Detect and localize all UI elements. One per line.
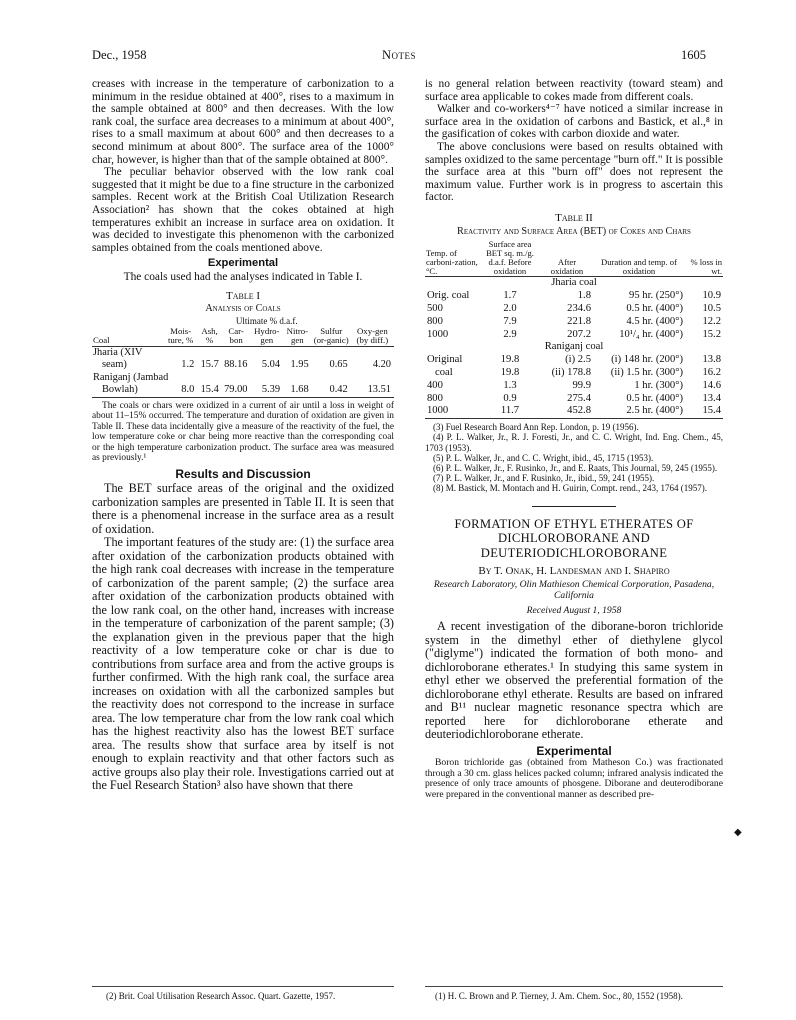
group-label: Jharia coal — [551, 277, 597, 289]
cell: 800 — [427, 315, 443, 327]
cell: 4.20 — [372, 359, 391, 371]
cell: (i) 2.5 — [565, 354, 591, 366]
cell: 1.68 — [290, 384, 309, 396]
group-label: Raniganj coal — [544, 341, 604, 353]
paragraph: The peculiar behavior observed with the low rank coal suggested that it might be due to a fine structure in the carbonized samples. Recent work at the British Coal Utilization Research Association² has shown that the cokes obtained at high temperatures exhibit an increase in surface area on oxidation. It was decided to investigate this phenomenon with the carbonized samples obtained from the coals mentioned above. — [92, 166, 394, 254]
cell — [222, 346, 251, 359]
cell: 13.51 — [367, 384, 391, 396]
cell: 4.5 hr. (400°) — [626, 315, 683, 327]
cell: 15.7 — [200, 359, 219, 371]
coal-name: Bowlah) — [102, 384, 138, 396]
cell: 13.8 — [702, 354, 721, 366]
cell: 1.8 — [577, 290, 591, 302]
reference: (6) P. L. Walker, Jr., F. Rusinko, Jr., and E. Raats, This Journal, 59, 245 (1955). — [433, 462, 718, 473]
reference: (3) Fuel Research Board Ann Rep. London, p. 19 (1956). — [433, 422, 639, 433]
cell: 5.04 — [261, 359, 281, 371]
cell: 1.95 — [290, 359, 309, 371]
ultimate-label: Ultimate % d.a.f. — [235, 316, 298, 327]
cell: 275.4 — [567, 392, 591, 404]
cell: 13.4 — [702, 392, 721, 404]
column-header: Coal — [93, 335, 110, 346]
experimental-heading: Experimental — [207, 257, 279, 270]
right-column — [425, 78, 723, 801]
column-header: Temp. of carboni-zation, °C. — [426, 247, 478, 277]
results-heading: Results and Discussion — [175, 467, 311, 482]
table-row — [425, 380, 723, 393]
table-row — [425, 290, 723, 303]
cell: (ii) 1.5 hr. (300°) — [610, 366, 683, 378]
cell: 2.9 — [503, 328, 517, 340]
cell: 19.8 — [500, 354, 520, 366]
table-row — [425, 354, 723, 367]
table-row — [92, 346, 394, 359]
cell: 800 — [427, 392, 443, 404]
paragraph: is no general relation between reactivity (toward steam) and surface area applicable to cokes made from different coals. — [425, 78, 723, 103]
reference: (7) P. L. Walker, Jr., and F. Rusinko, Jr., ibid., 59, 241 (1955). — [433, 473, 655, 484]
cell: 10.5 — [702, 302, 721, 314]
cell: Orig. coal — [427, 290, 470, 302]
cell: 0.5 hr. (400°) — [626, 302, 683, 314]
cell: 15.4 — [685, 405, 723, 418]
cell: 0.42 — [329, 384, 348, 396]
table-row — [92, 359, 394, 372]
table-row — [425, 329, 723, 342]
footnote-rule — [425, 986, 723, 987]
cell — [283, 346, 312, 359]
cell: 5.39 — [261, 384, 281, 396]
table-row — [425, 367, 723, 380]
cell — [312, 346, 351, 359]
paragraph: Walker and co-workers⁴⁻⁷ have noticed a similar increase in surface area in the oxidation of carbons and Bastick, et al.,⁸ in the gasification of cokes with carbon dioxide and water. — [425, 103, 723, 141]
cell: 10.9 — [702, 290, 721, 302]
cell: 207.2 — [567, 328, 591, 340]
section-divider — [532, 506, 616, 507]
left-column — [92, 78, 394, 793]
page-number: 1605 — [681, 48, 706, 62]
table1-title: Table I — [225, 289, 261, 302]
cell: 234.6 — [567, 302, 591, 314]
table1-caption: Analysis of Coals — [205, 303, 281, 315]
table-row — [425, 316, 723, 329]
cell: 15.4 — [200, 384, 219, 396]
column-header: Mois-ture, % — [167, 325, 194, 346]
reference-list — [425, 422, 723, 493]
paragraph: The coals used had the analyses indicated in Table I. — [123, 270, 363, 283]
issue-date: Dec., 1958 — [92, 48, 147, 62]
cell: 1.2 — [181, 359, 195, 371]
cell: 1.7 — [503, 290, 517, 302]
cell: 452.8 — [541, 405, 593, 418]
section-title: Notes — [381, 48, 417, 62]
cell: (ii) 178.8 — [551, 366, 591, 378]
paragraph: A recent investigation of the diborane-boron trichloride system in the dimethyl ether of diethylene glycol ("diglyme") indicated the formation of both mono- and dichloroborane etherates.¹ In studying this same system in ethyl ether we observed the preferential formation of the dichloroborane ethyl etherate. Results are based on infrared and B¹¹ nuclear magnetic resonance spectra which are reported here for dichloroborane etherate and deuteriodichloroborane etherate. — [425, 619, 723, 742]
cell — [164, 346, 197, 359]
cell: 14.6 — [702, 379, 721, 391]
cell: 0.65 — [329, 359, 348, 371]
coal-name: Raniganj (Jambad — [93, 371, 169, 383]
column-header: After oxidation — [550, 256, 584, 277]
paragraph: The important features of the study are: (1) the surface area after oxidation of the carbonization products obtained with the high rank coal decreases with increase in the temperature of carbonization of the parent sample; (2) the surface area after oxidation of the carbonization products obtained with the low rank coal, on the other hand, increases with increase in the temperature of carbonization of the parent sample; (3) the explanation given in the previous paper that the high reactivity of a low temperature coke or char is due to contributions from surface area and from the active groups is further confirmed. With the high rank coal, the surface area increases on oxidation with all the carbonized samples but the reactivity does not correspond to the increase in surface area. The low temperature char from the low rank coal which has the highest reactivity also has the lowest BET surface area. The results show that surface area by itself is not enough to explain reactivity and that other factors such as active groups also play their role. Investigations carried out at the Fuel Research Station³ also have shown that there — [92, 535, 394, 792]
cell: 12.2 — [702, 315, 721, 327]
table2-caption: Reactivity and Surface Area (BET) of Cokes and Chars — [457, 225, 691, 237]
cell: 2.0 — [503, 302, 517, 314]
margin-mark-icon: ◆ — [734, 827, 742, 838]
cell: coal — [435, 366, 453, 378]
table-row — [425, 303, 723, 316]
cell: 99.9 — [572, 379, 591, 391]
column-header: Surface area BET sq. m./g. d.a.f. Before oxidation — [486, 238, 534, 277]
cell: 88.16 — [224, 359, 248, 371]
table-row — [92, 384, 394, 397]
column-header: Oxy-gen (by diff.) — [356, 325, 389, 346]
cell: 16.2 — [702, 366, 721, 378]
cell: 500 — [427, 302, 443, 314]
cell — [351, 346, 394, 359]
page-header — [92, 48, 706, 64]
column-header: Car-bon — [228, 325, 244, 346]
column-header: Nitro-gen — [286, 325, 309, 346]
table-row — [92, 372, 394, 385]
paragraph: Boron trichloride gas (obtained from Matheson Co.) was fractionated through a 30 cm. glass helices packed column; infrared analysis indicated the presence of only trace amounts of phosgene. Diborane and deuterodiborane were prepared in the conventional manner as described pre- — [425, 757, 723, 800]
paragraph: The above conclusions were based on results obtained with samples oxidized to the same percentage "burn off." It is possible the surface area at this "burn off" does not represent the maximum value. Further work is in progress to ascertain this factor. — [425, 140, 723, 204]
column-header: Sulfur (or-ganic) — [313, 325, 349, 346]
table1-note: The coals or chars were oxidized in a current of air until a loss in weight of about 11–15% occurred. The temperature and duration of oxidation are given in Table II. These data incidentally give a measure of the reactivity of the fuel, the low temperature coke or char being more reactive than the corresponding coal or the high temperature carbonization product. The surface area was measured as previously.¹ — [92, 400, 394, 463]
cell: Original — [427, 354, 463, 366]
column-header: Hydro-gen — [254, 325, 280, 346]
table1 — [92, 317, 394, 398]
coal-name: seam) — [102, 359, 127, 371]
cell: 0.5 hr. (400°) — [626, 392, 683, 404]
cell: 79.00 — [224, 384, 248, 396]
cell: 2.5 hr. (400°) — [593, 405, 685, 418]
received-date: Received August 1, 1958 — [526, 604, 622, 616]
column-header: Ash, % — [201, 325, 218, 346]
cell: 8.0 — [181, 384, 195, 396]
cell: 95 hr. (250°) — [629, 290, 683, 302]
reference: (5) P. L. Walker, Jr., and C. C. Wright, ibid., 45, 1715 (1953). — [433, 452, 654, 463]
cell: 7.9 — [503, 315, 517, 327]
cell: 0.9 — [503, 392, 517, 404]
column-header: % loss in wt. — [690, 256, 722, 277]
byline: By T. Onak, H. Landesman and I. Shapiro — [478, 565, 670, 578]
cell — [251, 346, 284, 359]
paragraph: creases with increase in the temperature of carbonization to a minimum in the residue obtained at 400°, rises to a maximum in the sample obtained at 800° and then decreases. With the low rank coal, the surface area decreases to a minimum at about 400°, rises to a small maximum at about 600° and then decreases to a second minimum at about 800°. The surface area of the 1000° char, however, is higher than that of the sample obtained at 800°. — [92, 78, 394, 166]
paragraph: The BET surface areas of the original and the oxidized carbonization samples are presented in Table II. It is seen that there is a phenomenal increase in the surface area as a result of oxidation. — [92, 481, 394, 536]
cell: (i) 148 hr. (200°) — [611, 354, 683, 366]
table-row — [425, 405, 723, 418]
coal-name: Jharia (XIV — [93, 346, 143, 358]
cell — [197, 346, 222, 359]
cell: 1.3 — [503, 379, 517, 391]
cell: 15.2 — [702, 328, 721, 340]
affiliation: Research Laboratory, Olin Mathieson Chemical Corporation, Pasadena, California — [433, 578, 715, 601]
cell: 400 — [427, 379, 443, 391]
reference: (4) P. L. Walker, Jr., R. J. Foresti, Jr., and C. C. Wright, Ind. Eng. Chem., 45, 1703 (1953). — [425, 432, 723, 453]
article-title: FORMATION OF ETHYL ETHERATES OF DICHLOROBORANE AND DEUTERIODICHLOROBORANE — [454, 516, 694, 560]
footnote-rule — [92, 986, 394, 987]
footnote: (1) H. C. Brown and P. Tierney, J. Am. Chem. Soc., 80, 1552 (1958). — [435, 991, 683, 1001]
cell: 19.8 — [500, 366, 520, 378]
table2 — [425, 240, 723, 420]
footnote: (2) Brit. Coal Utilisation Research Assoc. Quart. Gazette, 1957. — [106, 991, 336, 1001]
reference: (8) M. Bastick, M. Montach and H. Guirin, Compt. rend., 243, 1764 (1957). — [433, 483, 707, 494]
cell: 1 hr. (300°) — [634, 379, 683, 391]
experimental-heading: Experimental — [536, 743, 612, 758]
table-row — [425, 393, 723, 406]
column-header: Duration and temp. of oxidation — [601, 256, 677, 277]
table2-title: Table II — [555, 211, 593, 224]
cell: 1000 — [425, 405, 479, 418]
cell: 10¹/₄ hr. (400°) — [619, 328, 683, 340]
cell: 11.7 — [479, 405, 541, 418]
cell: 1000 — [427, 328, 449, 340]
cell: 221.8 — [567, 315, 591, 327]
